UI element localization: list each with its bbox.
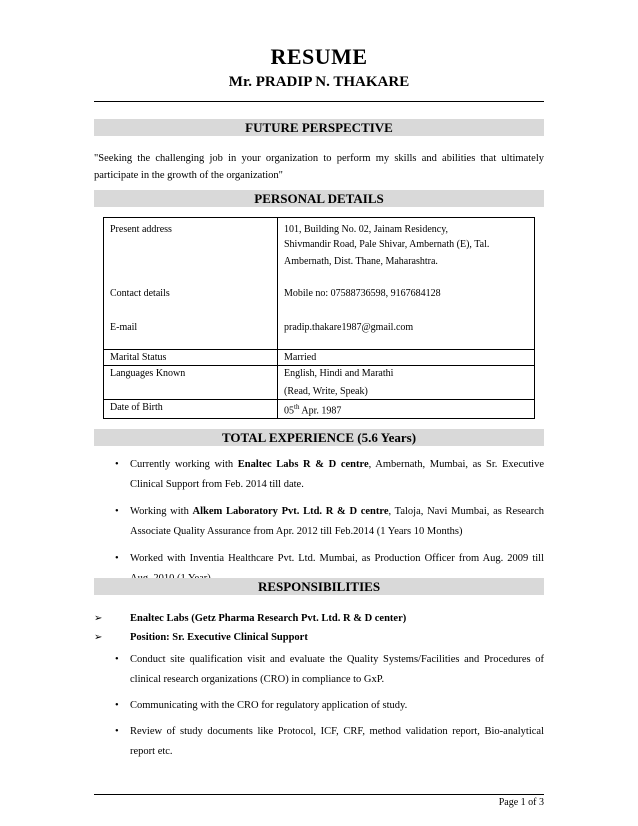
table-row [104, 350, 535, 366]
email-value: pradip.thakare1987@gmail.com [284, 322, 414, 333]
section-heading-personal: PERSONAL DETAILS [94, 190, 544, 207]
bullet-icon: • [115, 553, 119, 564]
marital-status-label: Marital Status [104, 350, 278, 366]
section-heading-future: FUTURE PERSPECTIVE [94, 119, 544, 136]
resume-page: RESUME Mr. PRADIP N. THAKARE FUTURE PERSPECTIVE "Seeking the challenging job in your organization to perform my skills and abilities that ultimately participate in the growth of the organization" PERSONAL DETAILS Present address Contact details E-mail 101, Building No. 02, Jainam Residency, Shivmandir Road, Pale Shivar, Ambernath (E), Tal. Ambernath, Dist. Thane, Maharashtra. Mobile no: 07588736598, 9167684128 pradip.thakare1987@gmail.com Marital Status Married Languages Known English, Hindi and Marathi (Read, Write, Speak) Date of Birth 05th Apr. 1987 TOTAL EXPERIENCE (5.6 Years) • Currently working with Enaltec Labs R & D centre, Ambernath, Mumbai, as Sr. Executive Clinical Support from Feb. 2014 till date. • Working with Alkem Laboratory Pvt. Ltd. R & D centre, Taloja, Navi Mumbai, as Research Associate Quality Assurance from Apr. 2012 till Feb.2014 (1 Years 10 Months) • Worked with Inventia Healthcare Pvt. Ltd. Mumbai, as Production Officer from Aug. 2009 till RESPONSIBILITIES ➢ Enaltec Labs (Getz Pharma Research Pvt. Ltd. R & D center) ➢ Position: Sr. Executive Clinical Support • Conduct site qualification visit and evaluate the Quality Systems/Facilities and Procedures of clinical research organizations (CRO) in compliance to GxP. • Communicating with the CRO for regulatory application of study. • Review of study documents like Protocol, ICF, CRF, method validation report, Bio-analytical report etc. Page 1 of 3 [0, 0, 638, 826]
address-line-2: Shivmandir Road, Pale Shivar, Ambernath (E), Tal. [284, 239, 490, 250]
marital-status-value: Married [278, 350, 535, 366]
languages-cell [278, 366, 535, 400]
table-row [104, 218, 535, 350]
header-rule [94, 101, 544, 102]
present-address-label: Present address [110, 224, 172, 235]
languages-label: Languages Known [104, 366, 278, 400]
list-item: • Review of study documents like Protocol, ICF, CRF, method validation report, Bio-analytical report etc. [94, 722, 544, 762]
arrow-bullet-icon: ➢ [94, 613, 103, 624]
email-label: E-mail [110, 322, 138, 333]
list-item: • Currently working with Enaltec Labs R & D centre, Ambernath, Mumbai, as Sr. Executive Clinical Support from Feb. 2014 till date. [94, 455, 544, 495]
list-item: • Conduct site qualification visit and evaluate the Quality Systems/Facilities and Procedures of clinical research organizations (CRO) in compliance to GxP. [94, 650, 544, 690]
bullet-icon: • [115, 654, 119, 665]
section-heading-experience: TOTAL EXPERIENCE (5.6 Years) [94, 429, 544, 446]
address-line-3: Ambernath, Dist. Thane, Maharashtra. [284, 256, 438, 267]
contact-labels-cell [104, 218, 278, 350]
dob-label: Date of Birth [104, 400, 278, 419]
responsibility-list [94, 650, 544, 762]
contact-details-label: Contact details [110, 288, 170, 299]
bullet-icon: • [115, 506, 119, 517]
objective-text: "Seeking the challenging job in your organization to perform my skills and abilities that ultimately participate in the growth of the organization" [94, 153, 544, 181]
contact-details-value: Mobile no: 07588736598, 9167684128 [284, 288, 441, 299]
list-item: • Working with Alkem Laboratory Pvt. Ltd. R & D centre, Taloja, Navi Mumbai, as Research Associate Quality Assurance from Apr. 2012 till Feb.2014 (1 Years 10 Months) [94, 502, 544, 542]
list-item: • Communicating with the CRO for regulatory application of study. [94, 696, 544, 716]
footer-rule [94, 794, 544, 795]
contact-values-cell [278, 218, 535, 350]
dob-value: 05th Apr. 1987 [278, 400, 535, 419]
personal-details-table [103, 217, 535, 419]
table-row [104, 366, 535, 400]
candidate-name: Mr. PRADIP N. THAKARE [228, 74, 410, 90]
list-item: • Worked with Inventia Healthcare Pvt. Ltd. Mumbai, as Production Officer from Aug. 2009 till [94, 549, 544, 589]
section-heading-responsibilities: RESPONSIBILITIES [94, 578, 544, 595]
languages-note: (Read, Write, Speak) [284, 386, 368, 397]
address-line-1: 101, Building No. 02, Jainam Residency, [284, 224, 449, 235]
experience-list [94, 455, 544, 589]
languages-value: English, Hindi and Marathi [284, 368, 394, 379]
table-row [104, 400, 535, 419]
bullet-icon: • [115, 726, 119, 737]
page-number: Page 1 of 3 [498, 797, 544, 808]
bullet-icon: • [115, 700, 119, 711]
arrow-bullet-icon: ➢ [94, 632, 103, 643]
bullet-icon: • [115, 459, 119, 470]
document-title: RESUME [270, 44, 368, 69]
